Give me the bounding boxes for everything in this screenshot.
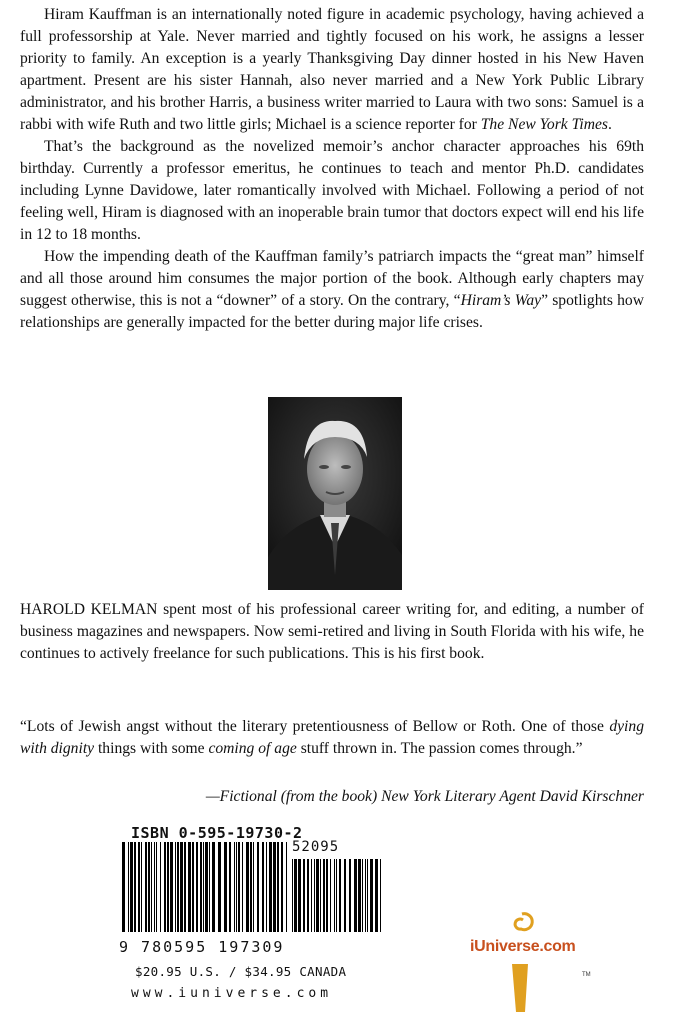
newspaper-title: The New York Times — [480, 116, 608, 133]
barcode-bar — [246, 842, 249, 932]
isbn-barcode — [120, 842, 290, 932]
barcode-bar — [192, 842, 194, 932]
barcode-bar — [151, 842, 152, 932]
barcode-bar — [180, 842, 183, 932]
barcode-bar — [339, 859, 341, 932]
barcode-bar — [257, 842, 259, 932]
barcode-bar — [145, 842, 147, 932]
price-barcode — [290, 859, 385, 932]
barcode-bar — [336, 859, 337, 932]
barcode-bar — [170, 842, 173, 932]
barcode-bar — [330, 859, 331, 932]
barcode-bar — [212, 842, 215, 932]
barcode-bar — [273, 842, 276, 932]
barcode-bar — [266, 842, 267, 932]
barcode-bar — [316, 859, 319, 932]
barcode-bar — [184, 842, 186, 932]
barcode-bar — [298, 859, 301, 932]
barcode-bar — [122, 842, 125, 932]
publisher-logo-text: iUniverse.com — [470, 938, 576, 955]
barcode-bar — [141, 842, 142, 932]
barcode-bar — [354, 859, 357, 932]
barcode-bar — [203, 842, 204, 932]
barcode-bar — [262, 842, 264, 932]
barcode-bar — [323, 859, 325, 932]
barcode-bar — [156, 842, 157, 932]
barcode-bar — [292, 859, 293, 932]
barcode-bar — [148, 842, 150, 932]
barcode-bar — [334, 859, 335, 932]
barcode-bar — [209, 842, 210, 932]
price-code: 52095 — [292, 839, 340, 855]
barcode-bar — [154, 842, 155, 932]
barcode-bar — [177, 842, 179, 932]
barcode-bar — [365, 859, 366, 932]
price-label: $20.95 U.S. / $34.95 CANADA — [135, 964, 347, 979]
barcode-bar — [167, 842, 169, 932]
description-paragraph-2: That’s the background as the novelized memoir’s anchor character approaches his 69th birthday. Currently a professor emeritus, he continues to teach and mentor Ph.D. candidates including Lynne Davidowe, later romantically involved with Michael. Following a period of not feeling well, Hiram is diagnosed with an inoperable brain tumor that doctors expect will end his life in 12 to 18 months. — [20, 138, 644, 243]
barcode-bar — [277, 842, 279, 932]
barcode-bar — [349, 859, 351, 932]
barcode-bar — [238, 842, 240, 932]
barcode-bar — [175, 842, 176, 932]
barcode-bar — [326, 859, 328, 932]
barcode-bar — [218, 842, 221, 932]
barcode-bar — [130, 842, 133, 932]
barcode-bar — [205, 842, 208, 932]
barcode-bar — [362, 859, 363, 932]
review-quote: “Lots of Jewish angst without the literary pretentiousness of Bellow or Roth. One of those dying with dignity things with some coming of age stuff thrown in. The passion comes through.” — [20, 718, 644, 757]
barcode-bar — [253, 842, 254, 932]
quote-attribution: —Fictional (from the book) New York Literary Agent David Kirschner — [205, 788, 644, 805]
barcode-bar — [269, 842, 272, 932]
barcode-bar — [134, 842, 136, 932]
barcode-bar — [311, 859, 312, 932]
barcode-bar — [224, 842, 227, 932]
book-description — [20, 4, 644, 334]
barcode-digits: 9 780595 197309 — [119, 938, 285, 956]
barcode-bar — [380, 859, 381, 932]
barcode-bar — [200, 842, 202, 932]
barcode-bar — [307, 859, 309, 932]
barcode-bar — [234, 842, 235, 932]
trademark-mark: TM — [582, 972, 591, 978]
barcode-bar — [160, 842, 161, 932]
barcode-bar — [229, 842, 231, 932]
isbn-label: ISBN 0-595-19730-2 — [131, 824, 303, 842]
barcode-bar — [320, 859, 321, 932]
barcode-bar — [375, 859, 378, 932]
author-portrait — [268, 397, 402, 590]
barcode-bar — [370, 859, 373, 932]
barcode-bar — [314, 859, 315, 932]
barcode-bar — [358, 859, 361, 932]
barcode-bar — [294, 859, 297, 932]
barcode-bar — [236, 842, 237, 932]
barcode-bar — [250, 842, 252, 932]
barcode-bar — [281, 842, 283, 932]
barcode-bar — [164, 842, 166, 932]
author-bio: HAROLD KELMAN spent most of his professional career writing for, and editing, a number of business magazines and newspapers. Now semi-retired and living in South Florida with his wife, he continues to actively freelance for such publications. This is his first book. — [20, 601, 644, 662]
author-photo — [268, 397, 402, 590]
description-paragraph-1: Hiram Kauffman is an internationally noted figure in academic psychology, having achieved a full professorship at Yale. Never married and tightly focused on his work, he assigns a lesser priority to family. An exception is a yearly Thanksgiving Day dinner hosted in his New Haven apartment. Present are his sister Hannah, also never married and a New York Public Library administrator, and his brother Harris, a business writer married to Laura with two sons: Samuel is a rabbi with wife Ruth and two little girls; Michael is a science reporter for The New York Times. — [20, 6, 644, 133]
barcode-bar — [188, 842, 191, 932]
barcode-bar — [286, 842, 287, 932]
publisher-website: www.iuniverse.com — [131, 986, 333, 1001]
book-title: Hiram’s Way — [460, 292, 542, 309]
description-paragraph-3: How the impending death of the Kauffman family’s patriarch impacts the “great man” himself and all those around him consumes the major portion of the book. Although early chapters may suggest otherwise, this is not a “downer” of a story. On the contrary, “Hiram’s Way” spotlights how relationships are generally impacted for the better during major life crises. — [20, 248, 644, 331]
barcode-bar — [303, 859, 305, 932]
barcode-bar — [196, 842, 198, 932]
iuniverse-logo — [470, 904, 600, 1014]
barcode-bar — [128, 842, 129, 932]
barcode-bar — [242, 842, 243, 932]
barcode-bar — [138, 842, 140, 932]
barcode-bar — [344, 859, 346, 932]
barcode-bar — [367, 859, 368, 932]
